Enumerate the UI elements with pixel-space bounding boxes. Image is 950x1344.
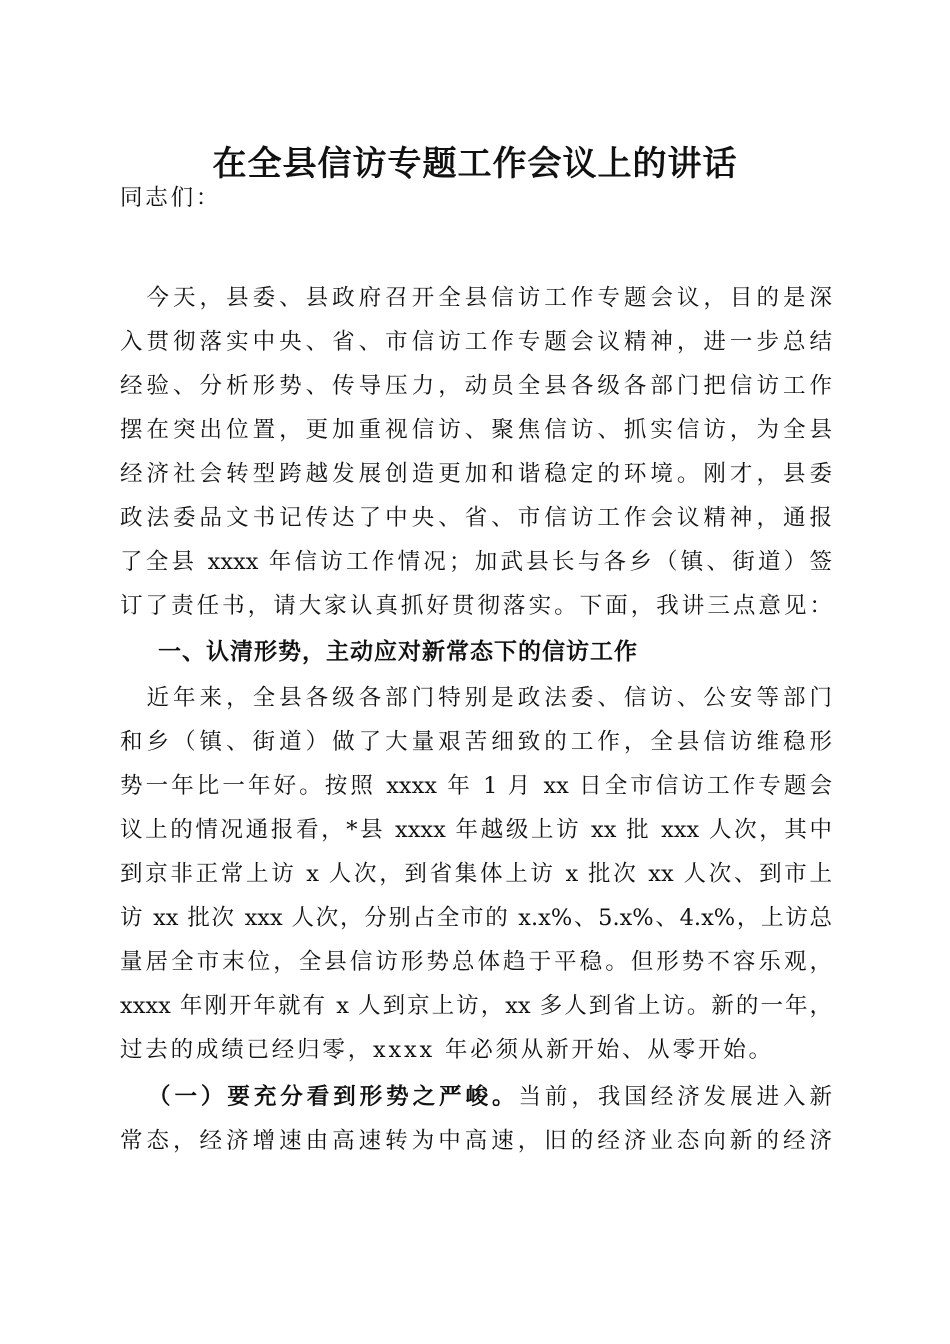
- paragraph-line: 和乡（镇、街道）做了大量艰苦细致的工作，全县信访维稳形: [120, 729, 832, 755]
- paragraph-line: 近年来，全县各级各部门特别是政法委、信访、公安等部门: [120, 685, 832, 711]
- paragraph-line: 经济社会转型跨越发展创造更加和谐稳定的环境。刚才，县委: [120, 461, 832, 487]
- paragraph-line: 了全县 xxxx 年信访工作情况；加武县长与各乡（镇、街道）签: [120, 549, 832, 575]
- paragraph-line: 经验、分析形势、传导压力，动员全县各级各部门把信访工作: [120, 373, 832, 399]
- document-title: 在全县信访专题工作会议上的讲话: [212, 144, 738, 184]
- paragraph-line: 访 xx 批次 xxx 人次，分别占全市的 x.x%、5.x%、4.x%，上访总: [120, 905, 832, 931]
- paragraph-line: 议上的情况通报看，*县 xxxx 年越级上访 xx 批 xxx 人次，其中: [120, 817, 832, 843]
- paragraph-line: xxxx 年刚开年就有 x 人到京上访，xx 多人到省上访。新的一年，: [120, 993, 832, 1019]
- section-heading: 一、认清形势，主动应对新常态下的信访工作: [158, 639, 638, 665]
- paragraph-line: 今天，县委、县政府召开全县信访工作专题会议，目的是深: [120, 285, 832, 311]
- paragraph-line: 入贯彻落实中央、省、市信访工作专题会议精神，进一步总结: [120, 329, 832, 355]
- paragraph-line: 到京非正常上访 x 人次，到省集体上访 x 批次 xx 人次、到市上: [120, 861, 832, 887]
- paragraph-line: 常态，经济增速由高速转为中高速，旧的经济业态向新的经济: [120, 1128, 832, 1154]
- paragraph-line: 势一年比一年好。按照 xxxx 年 1 月 xx 日全市信访工作专题会: [120, 773, 832, 799]
- paragraph-line: 过去的成绩已经归零，xxxx 年必须从新开始、从零开始。: [120, 1037, 774, 1063]
- subsection-line: [148, 1082, 832, 1112]
- paragraph-line: 政法委品文书记传达了中央、省、市信访工作会议精神，通报: [120, 505, 832, 531]
- paragraph-line: 订了责任书，请大家认真抓好贯彻落实。下面，我讲三点意见：: [120, 593, 832, 619]
- paragraph-line: 量居全市末位，全县信访形势总体趋于平稳。但形势不容乐观，: [120, 949, 832, 975]
- subsection-heading: （一）要充分看到形势之严峻。: [148, 1084, 519, 1110]
- subsection-text: 当前，我国经济发展进入新: [518, 1084, 832, 1110]
- salutation: 同志们：: [120, 185, 222, 211]
- paragraph-line: 摆在突出位置，更加重视信访、聚焦信访、抓实信访，为全县: [120, 417, 832, 443]
